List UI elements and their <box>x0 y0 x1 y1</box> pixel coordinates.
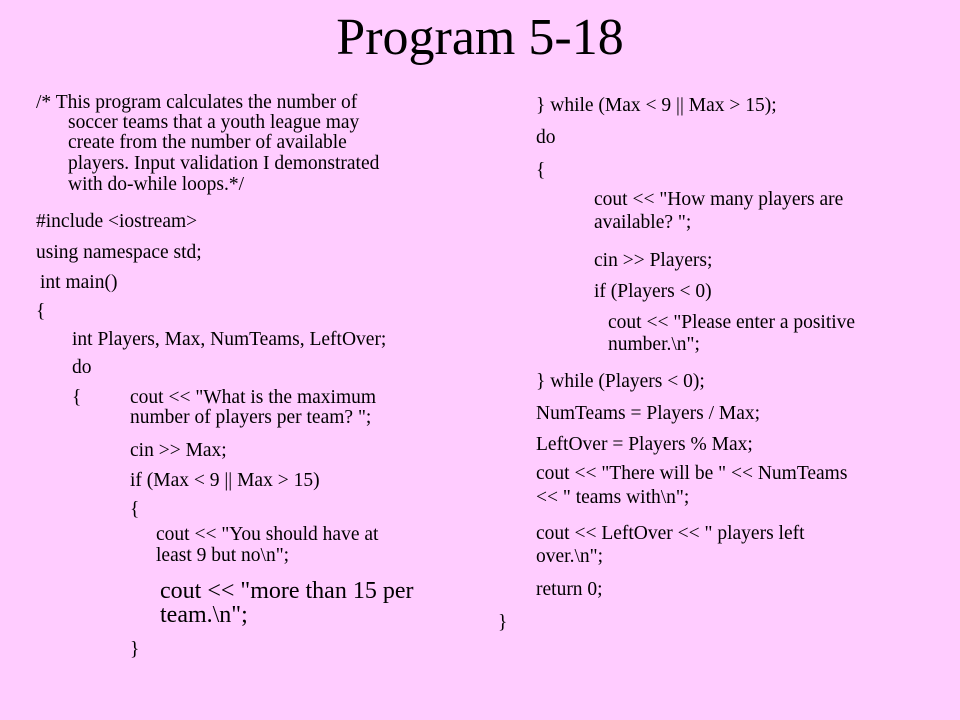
code-line: do <box>536 127 556 148</box>
code-line: team.\n"; <box>160 602 248 628</box>
code-line: #include <iostream> <box>36 211 198 232</box>
code-line: least 9 but no\n"; <box>156 545 290 566</box>
code-line: using namespace std; <box>36 242 202 263</box>
code-line: cout << "How many players are <box>594 189 844 210</box>
code-line: return 0; <box>536 579 603 600</box>
code-line: cout << "Please enter a positive <box>608 312 856 333</box>
code-line: int Players, Max, NumTeams, LeftOver; <box>72 329 387 350</box>
code-line: available? "; <box>594 212 692 233</box>
code-line: } <box>498 612 508 633</box>
code-line: players. Input validation I demonstrated <box>68 153 380 174</box>
code-line: { <box>536 160 546 181</box>
code-line: number of players per team? "; <box>130 407 372 428</box>
slide-title: Program 5-18 <box>336 9 624 66</box>
code-line: } <box>130 639 140 660</box>
code-line: LeftOver = Players % Max; <box>536 434 753 455</box>
code-line: create from the number of available <box>68 132 347 153</box>
code-line: cout << "There will be " << NumTeams <box>536 463 848 484</box>
code-line: if (Players < 0) <box>594 281 712 302</box>
code-line: if (Max < 9 || Max > 15) <box>130 470 320 491</box>
code-line: << " teams with\n"; <box>536 487 690 508</box>
code-line: NumTeams = Players / Max; <box>536 403 761 424</box>
code-line: with do-while loops.*/ <box>68 174 245 195</box>
code-line: } while (Players < 0); <box>536 371 705 392</box>
code-line: cout << LeftOver << " players left <box>536 523 805 544</box>
code-line: cout << "more than 15 per <box>160 578 414 604</box>
code-line: } while (Max < 9 || Max > 15); <box>536 95 777 116</box>
code-line: { <box>130 499 140 520</box>
code-line: soccer teams that a youth league may <box>68 112 360 133</box>
code-line: { <box>36 301 46 322</box>
code-line: cout << "What is the maximum <box>130 387 377 408</box>
code-line: cin >> Players; <box>594 250 713 271</box>
code-line: cin >> Max; <box>130 440 227 461</box>
code-line: cout << "You should have at <box>156 524 379 545</box>
code-line: do <box>72 357 92 378</box>
code-line: /* This program calculates the number of <box>36 92 358 113</box>
code-line: number.\n"; <box>608 334 700 355</box>
code-line: { <box>72 387 82 408</box>
code-line: over.\n"; <box>536 546 603 567</box>
code-line: int main() <box>40 272 118 293</box>
